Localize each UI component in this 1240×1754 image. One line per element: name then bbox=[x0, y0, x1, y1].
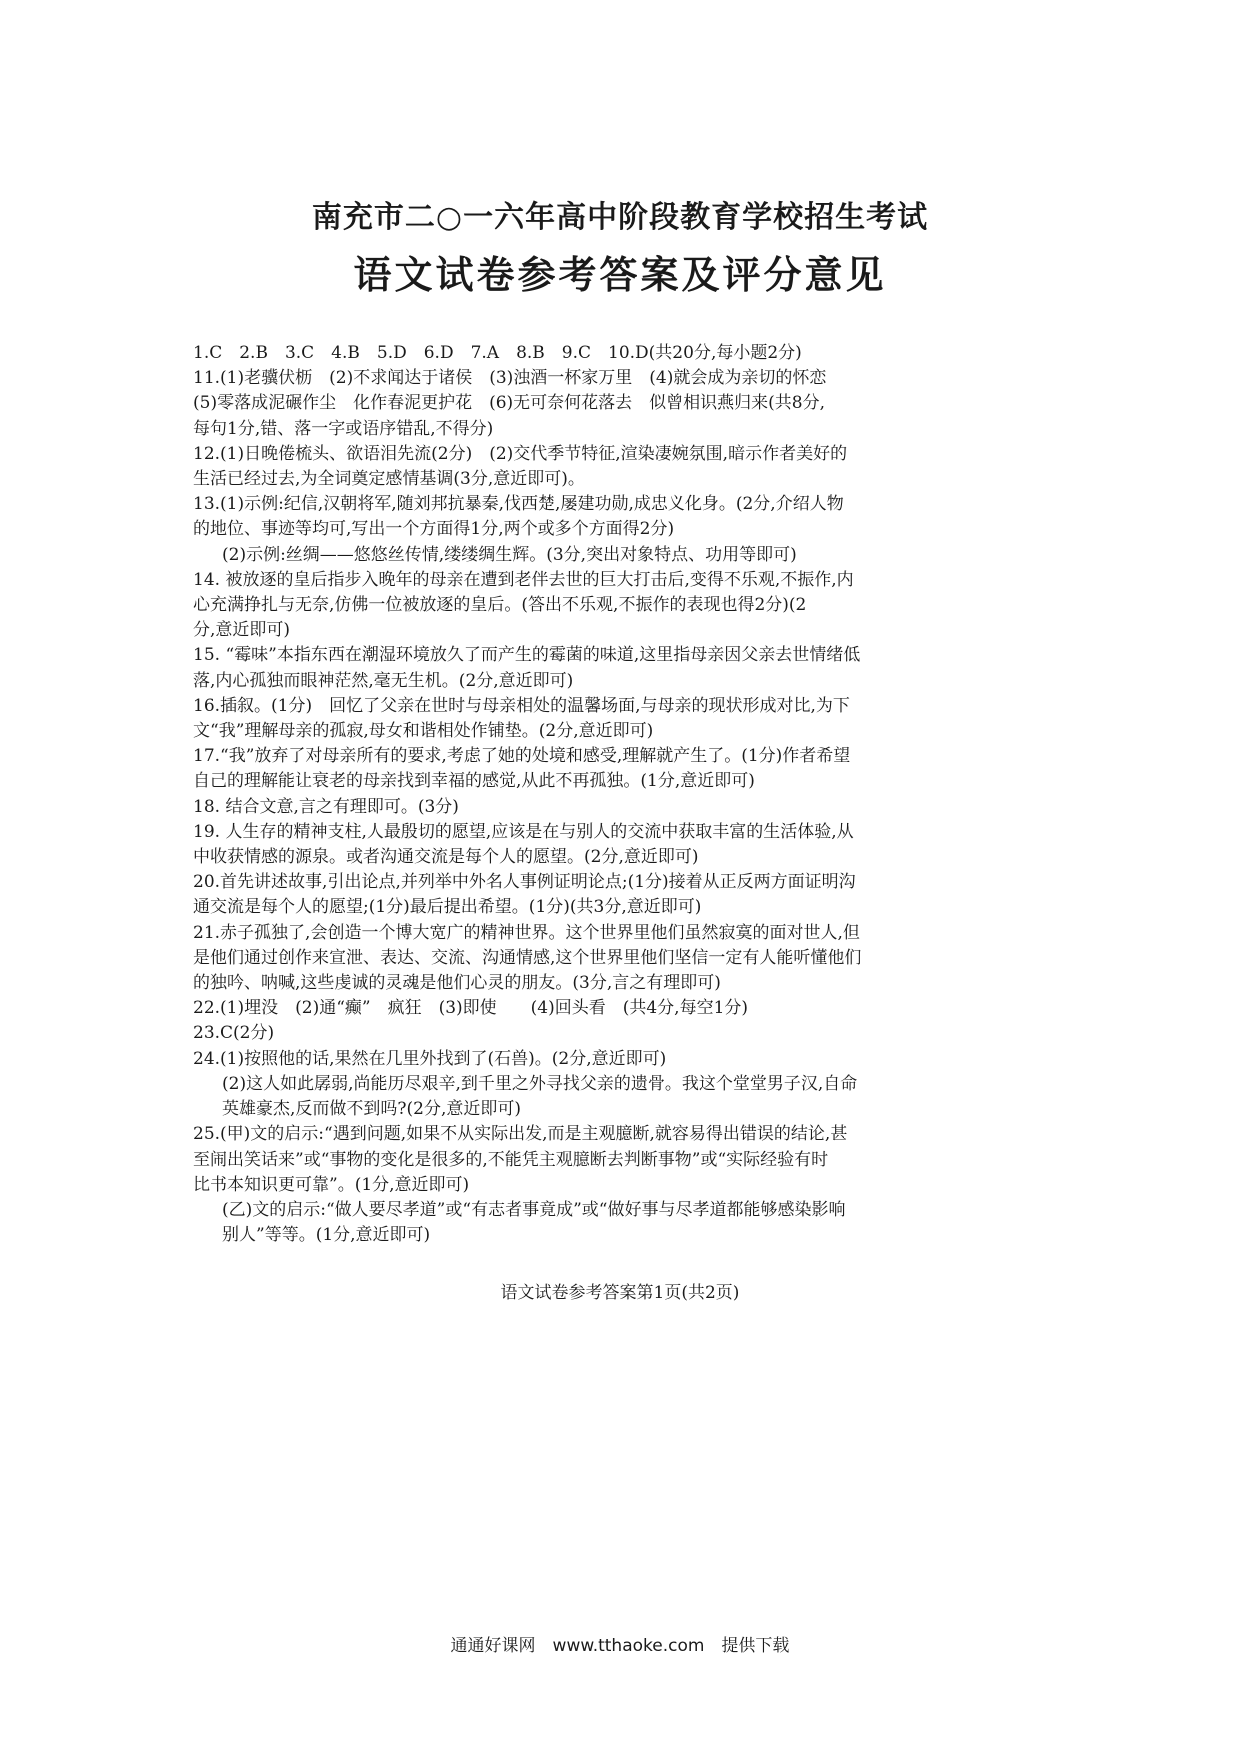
answer-line: 15. “霉味”本指东西在潮湿环境放久了而产生的霉菌的味道,这里指母亲因父亲去世情绪低 bbox=[193, 645, 861, 666]
answer-line: 16.插叙。(1分) 回忆了父亲在世时与母亲相处的温馨场面,与母亲的现状形成对比,为下 bbox=[193, 695, 850, 716]
answer-q1-10 bbox=[193, 341, 953, 366]
answer-line: 11.(1)老骥伏枥 (2)不求闻达于诸侯 (3)浊酒一杯家万里 (4)就会成为亲切的怀恋 bbox=[193, 368, 827, 389]
answer-q22 bbox=[193, 996, 953, 1021]
answer-line: 文“我”理解母亲的孤寂,母女和谐相处作铺垫。(2分,意近即可) bbox=[193, 721, 654, 742]
answer-line: 每句1分,错、落一字或语序错乱,不得分) bbox=[193, 418, 494, 439]
answer-line: 是他们通过创作来宣泄、表达、交流、沟通情感,这个世界里他们坚信一定有人能听懂他们 bbox=[193, 947, 862, 968]
answer-line: 生活已经过去,为全词奠定感情基调(3分,意近即可)。 bbox=[193, 469, 585, 490]
page-number-footer: 语文试卷参考答案第1页(共2页) bbox=[500, 1283, 740, 1303]
answer-q17 bbox=[193, 744, 953, 794]
answer-line: 至闹出笑话来”或“事物的变化是很多的,不能凭主观臆断去判断事物”或“实际经验有时 bbox=[193, 1149, 829, 1170]
answer-line: 14. 被放逐的皇后指步入晚年的母亲在遭到老伴去世的巨大打击后,变得不乐观,不振作,内 bbox=[193, 569, 854, 590]
answer-line: (2)这人如此孱弱,尚能历尽艰辛,到千里之外寻找父亲的遗骨。我这个堂堂男子汉,自命 bbox=[222, 1073, 858, 1094]
answer-line: 心充满挣扎与无奈,仿佛一位被放逐的皇后。(答出不乐观,不振作的表现也得2分)(2 bbox=[193, 595, 807, 616]
answer-q25 bbox=[193, 1122, 953, 1198]
answer-line: 12.(1)日晚倦梳头、欲语泪先流(2分) (2)交代季节特征,渲染凄婉氛围,暗示作者美好的 bbox=[193, 443, 848, 464]
answer-q20 bbox=[193, 870, 953, 920]
answer-key-title: 语文试卷参考答案及评分意见 bbox=[353, 252, 887, 297]
answer-line: 24.(1)按照他的话,果然在几里外找到了(石兽)。(2分,意近即可) bbox=[193, 1048, 667, 1069]
answer-line: 中收获情感的源泉。或者沟通交流是每个人的愿望。(2分,意近即可) bbox=[193, 847, 699, 868]
answer-q11 bbox=[193, 366, 953, 442]
answer-q18 bbox=[193, 795, 953, 820]
answer-line: 20.首先讲述故事,引出论点,并列举中外名人事例证明论点;(1分)接着从正反两方面证明沟 bbox=[193, 872, 856, 893]
answer-list bbox=[193, 341, 953, 1248]
answer-line: 的独吟、呐喊,这些虔诚的灵魂是他们心灵的朋友。(3分,言之有理即可) bbox=[193, 973, 721, 994]
answer-line: 19. 人生存的精神支柱,人最殷切的愿望,应该是在与别人的交流中获取丰富的生活体验,从 bbox=[193, 821, 854, 842]
answer-q14 bbox=[193, 568, 953, 644]
answer-line: 自己的理解能让衰老的母亲找到幸福的感觉,从此不再孤独。(1分,意近即可) bbox=[193, 771, 755, 792]
answer-line: 18. 结合文意,言之有理即可。(3分) bbox=[193, 796, 459, 817]
answer-line: 1.C 2.B 3.C 4.B 5.D 6.D 7.A 8.B 9.C 10.D(共20分,每小题2分) bbox=[193, 343, 802, 363]
answer-q13-part2 bbox=[193, 543, 953, 568]
answer-line: 22.(1)埋没 (2)通“癫” 疯狂 (3)即使 (4)回头看 (共4分,每空1分) bbox=[193, 998, 749, 1019]
answer-line: 13.(1)示例:纪信,汉朝将军,随刘邦抗暴秦,伐西楚,屡建功勋,成忠义化身。(2分,介绍人物 bbox=[193, 494, 844, 515]
answer-line: (乙)文的启示:“做人要尽孝道”或“有志者事竟成”或“做好事与尽孝道都能够感染影响 bbox=[222, 1199, 846, 1220]
answer-q13 bbox=[193, 492, 953, 542]
answer-line: 分,意近即可) bbox=[193, 620, 291, 641]
answer-line: 25.(甲)文的启示:“遇到问题,如果不从实际出发,而是主观臆断,就容易得出错误的结论,甚 bbox=[193, 1124, 848, 1145]
answer-q24-part2 bbox=[193, 1072, 953, 1122]
answer-line: 别人”等等。(1分,意近即可) bbox=[222, 1225, 431, 1246]
answer-q12 bbox=[193, 442, 953, 492]
answer-line: 17.“我”放弃了对母亲所有的要求,考虑了她的处境和感受,理解就产生了。(1分)作者希望 bbox=[193, 746, 851, 767]
answer-line: (2)示例:丝绸——悠悠丝传情,缕缕绸生辉。(3分,突出对象特点、功用等即可) bbox=[222, 544, 797, 565]
answer-q24 bbox=[193, 1047, 953, 1072]
answer-q15 bbox=[193, 643, 953, 693]
exam-title: 南充市二○一六年高中阶段教育学校招生考试 bbox=[311, 200, 929, 235]
answer-q21 bbox=[193, 921, 953, 997]
answer-q23 bbox=[193, 1021, 953, 1046]
answer-q16 bbox=[193, 694, 953, 744]
answer-line: (5)零落成泥碾作尘 化作春泥更护花 (6)无可奈何花落去 似曾相识燕归来(共8分, bbox=[193, 393, 826, 414]
answer-q25-part2 bbox=[193, 1198, 953, 1248]
answer-line: 的地位、事迹等均可,写出一个方面得1分,两个或多个方面得2分) bbox=[193, 519, 675, 540]
answer-line: 通交流是每个人的愿望;(1分)最后提出希望。(1分)(共3分,意近即可) bbox=[193, 897, 702, 918]
download-source-footer: 通通好课网 www.tthaoke.com 提供下载 bbox=[450, 1636, 790, 1656]
answer-line: 落,内心孤独而眼神茫然,毫无生机。(2分,意近即可) bbox=[193, 670, 574, 691]
answer-q19 bbox=[193, 820, 953, 870]
answer-line: 比书本知识更可靠”。(1分,意近即可) bbox=[193, 1174, 470, 1195]
answer-line: 23.C(2分) bbox=[193, 1023, 275, 1044]
answer-line: 21.赤子孤独了,会创造一个博大宽广的精神世界。这个世界里他们虽然寂寞的面对世人,但 bbox=[193, 922, 860, 943]
answer-line: 英雄豪杰,反而做不到吗?(2分,意近即可) bbox=[222, 1099, 522, 1120]
